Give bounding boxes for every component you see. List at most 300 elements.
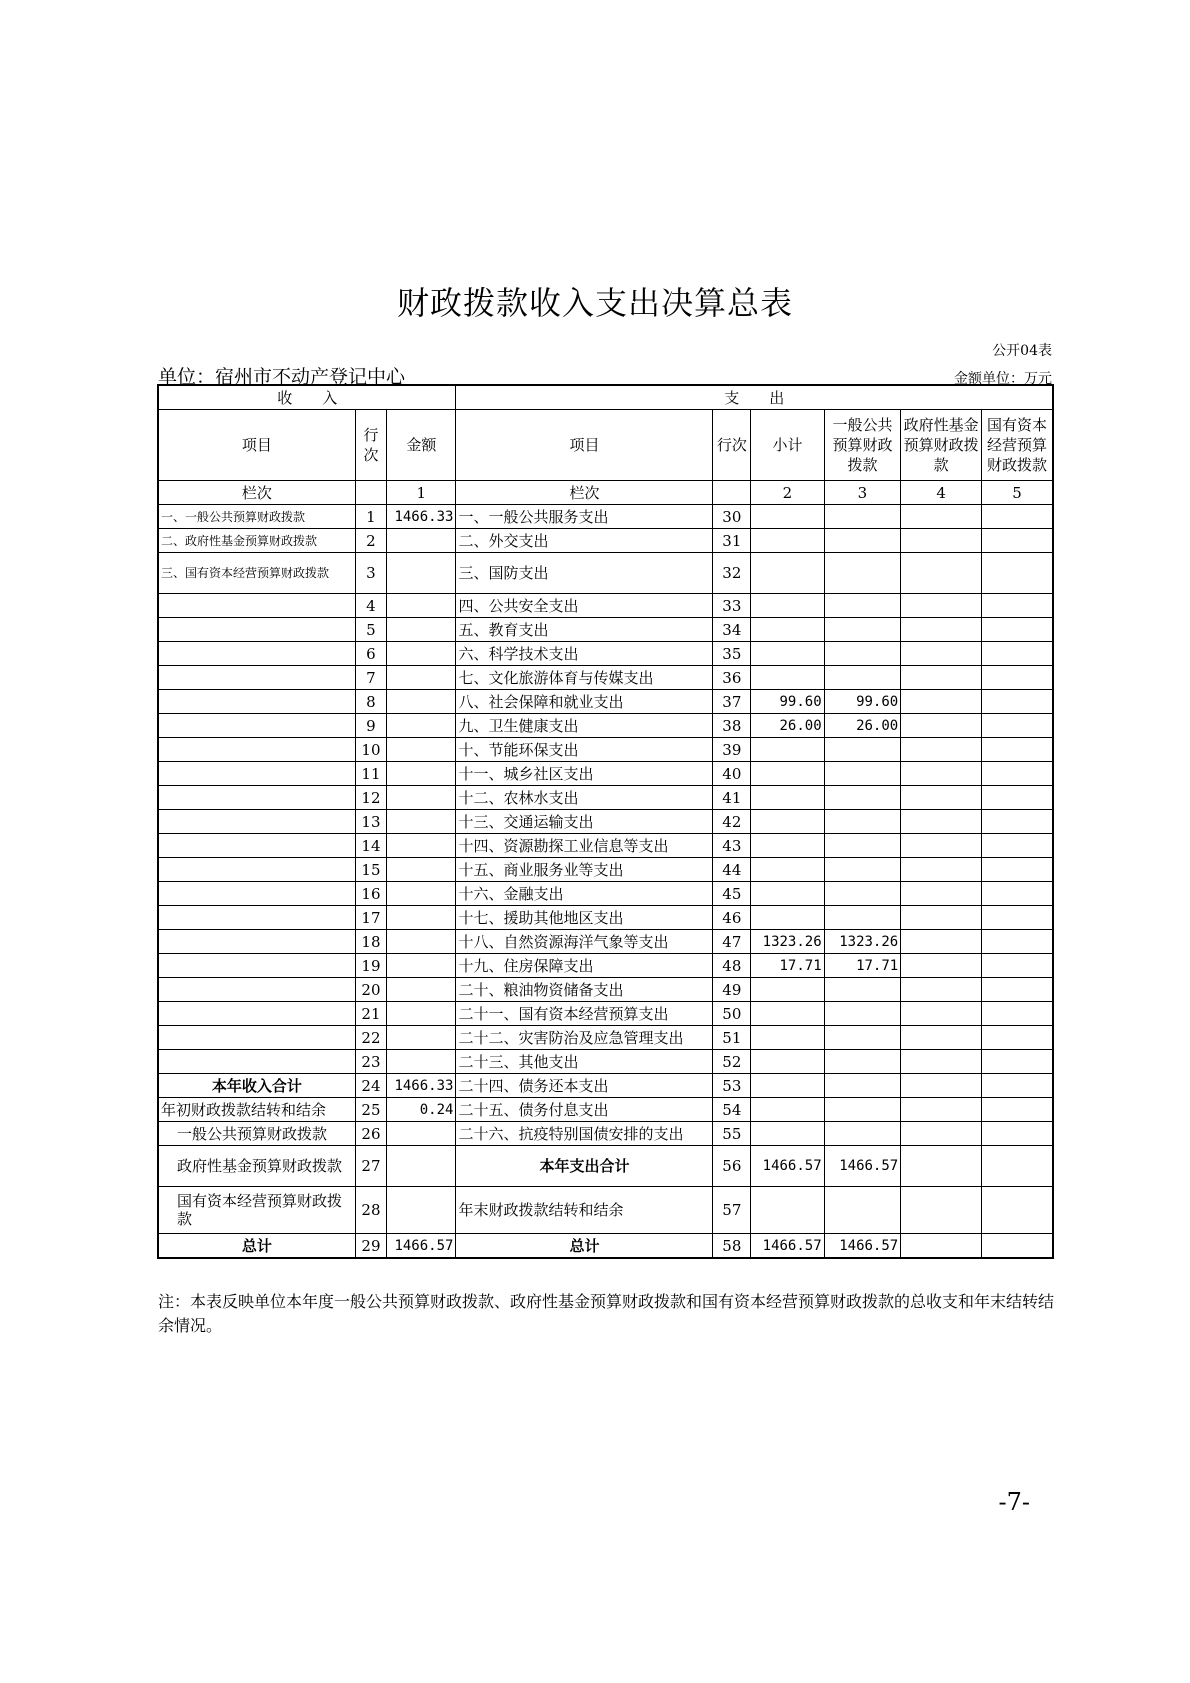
income-row-no: 22 [355,1026,386,1050]
income-item [158,786,355,810]
table-row [158,666,1053,690]
expense-subtotal: 17.71 [751,954,824,978]
expense-item: 十五、商业服务业等支出 [456,858,713,882]
table-row [158,786,1053,810]
expense-row-no: 45 [713,882,751,906]
expense-gov-fund [901,930,982,954]
expense-row-no: 52 [713,1050,751,1074]
expense-general [824,858,901,882]
expense-general [824,618,901,642]
col-header-row-no2: 行次 [713,410,751,481]
income-row-no: 11 [355,762,386,786]
income-row-no: 24 [355,1074,386,1098]
income-row-no: 27 [355,1146,386,1187]
income-amount [387,1050,456,1074]
expense-gov-fund [901,618,982,642]
table-row [158,594,1053,618]
income-amount: 1466.33 [387,505,456,529]
expense-general [824,642,901,666]
income-item [158,690,355,714]
col-header-subtotal: 小计 [751,410,824,481]
expense-general [824,1002,901,1026]
expense-gov-fund [901,738,982,762]
col-header-gov-fund: 政府性基金预算财政拨款 [901,410,982,481]
expense-subtotal [751,1122,824,1146]
income-amount [387,954,456,978]
expense-general [824,1098,901,1122]
income-row-no: 28 [355,1187,386,1234]
income-amount [387,762,456,786]
income-row-no: 13 [355,810,386,834]
income-item [158,594,355,618]
table-row [158,1098,1053,1122]
col-header-state-capital: 国有资本经营预算财政拨款 [982,410,1054,481]
expense-row-no: 31 [713,529,751,553]
expense-state-capital [982,1050,1054,1074]
expense-subtotal [751,1098,824,1122]
expense-gov-fund [901,834,982,858]
expense-gov-fund [901,553,982,594]
expense-row-no: 37 [713,690,751,714]
expense-state-capital [982,1074,1054,1098]
expense-item: 二十六、抗疫特别国债安排的支出 [456,1122,713,1146]
col-index-5: 5 [982,481,1054,505]
col-header-general: 一般公共预算财政拨款 [824,410,901,481]
income-item: 一般公共预算财政拨款 [158,1122,355,1146]
expense-gov-fund [901,762,982,786]
expense-item: 二十、粮油物资储备支出 [456,978,713,1002]
income-row-no: 14 [355,834,386,858]
expense-general [824,1074,901,1098]
income-amount [387,1122,456,1146]
expense-state-capital [982,858,1054,882]
income-row-no: 3 [355,553,386,594]
expense-item: 十六、金融支出 [456,882,713,906]
table-row [158,1002,1053,1026]
expense-state-capital [982,666,1054,690]
col-header-item: 项目 [158,410,355,481]
expense-state-capital [982,594,1054,618]
income-item: 总计 [158,1234,355,1259]
income-item [158,714,355,738]
income-row-no: 15 [355,858,386,882]
expense-row-no: 56 [713,1146,751,1187]
table-row [158,1146,1053,1187]
expense-gov-fund [901,690,982,714]
expense-gov-fund [901,858,982,882]
expense-row-no: 57 [713,1187,751,1234]
expense-row-no: 38 [713,714,751,738]
table-row [158,858,1053,882]
income-row-no: 1 [355,505,386,529]
expense-subtotal [751,738,824,762]
expense-general [824,906,901,930]
expense-item: 三、国防支出 [456,553,713,594]
expense-subtotal [751,1026,824,1050]
income-amount [387,906,456,930]
expense-row-no: 48 [713,954,751,978]
expense-general [824,594,901,618]
expense-gov-fund [901,1146,982,1187]
income-item [158,1002,355,1026]
income-row-no: 26 [355,1122,386,1146]
expense-state-capital [982,810,1054,834]
col-index-3: 3 [824,481,901,505]
income-row-no: 29 [355,1234,386,1259]
expense-row-no: 53 [713,1074,751,1098]
expense-subtotal [751,810,824,834]
expense-subtotal [751,762,824,786]
table-row [158,1050,1053,1074]
income-item [158,906,355,930]
income-row-no: 19 [355,954,386,978]
expense-item: 九、卫生健康支出 [456,714,713,738]
expense-gov-fund [901,810,982,834]
expense-state-capital [982,882,1054,906]
expense-subtotal: 99.60 [751,690,824,714]
income-row-no: 8 [355,690,386,714]
table-row [158,1187,1053,1234]
expense-subtotal [751,529,824,553]
income-header: 收 入 [158,385,456,410]
expense-item: 年末财政拨款结转和结余 [456,1187,713,1234]
expense-row-no: 44 [713,858,751,882]
income-amount [387,786,456,810]
expense-subtotal [751,553,824,594]
expense-gov-fund [901,714,982,738]
expense-subtotal [751,618,824,642]
expense-item: 七、文化旅游体育与传媒支出 [456,666,713,690]
expense-row-no: 34 [713,618,751,642]
expense-state-capital [982,1122,1054,1146]
income-amount [387,1187,456,1234]
expense-state-capital [982,1234,1054,1259]
income-amount [387,834,456,858]
income-item [158,666,355,690]
expense-general [824,1187,901,1234]
income-amount [387,690,456,714]
income-amount [387,810,456,834]
expense-gov-fund [901,786,982,810]
expense-gov-fund [901,666,982,690]
table-row [158,1122,1053,1146]
expense-header: 支 出 [456,385,1053,410]
expense-general [824,1026,901,1050]
expense-gov-fund [901,1122,982,1146]
income-item: 三、国有资本经营预算财政拨款 [158,553,355,594]
expense-state-capital [982,1026,1054,1050]
expense-subtotal [751,1002,824,1026]
expense-item: 四、公共安全支出 [456,594,713,618]
table-row [158,690,1053,714]
expense-row-no: 50 [713,1002,751,1026]
expense-row-no: 55 [713,1122,751,1146]
expense-general: 1466.57 [824,1146,901,1187]
expense-row-no: 54 [713,1098,751,1122]
expense-subtotal [751,834,824,858]
income-amount [387,529,456,553]
unit-label: 单位：宿州市不动产登记中心 [158,366,406,388]
expense-gov-fund [901,954,982,978]
table-row [158,553,1053,594]
income-item [158,882,355,906]
income-amount: 1466.57 [387,1234,456,1259]
income-row-no: 12 [355,786,386,810]
expense-subtotal [751,505,824,529]
income-row-no: 16 [355,882,386,906]
expense-subtotal: 1323.26 [751,930,824,954]
income-amount [387,1002,456,1026]
expense-row-no: 40 [713,762,751,786]
income-item [158,978,355,1002]
expense-gov-fund [901,642,982,666]
expense-item: 本年支出合计 [456,1146,713,1187]
expense-state-capital [982,930,1054,954]
income-amount [387,594,456,618]
expense-state-capital [982,1002,1054,1026]
income-row-no: 25 [355,1098,386,1122]
table-row [158,505,1053,529]
income-amount [387,1026,456,1050]
expense-item: 总计 [456,1234,713,1259]
income-item [158,954,355,978]
income-item [158,930,355,954]
income-amount [387,738,456,762]
table-row [158,1026,1053,1050]
expense-state-capital [982,618,1054,642]
expense-state-capital [982,642,1054,666]
table-row [158,930,1053,954]
col-header-row-no: 行次 [355,410,386,481]
expense-subtotal [751,642,824,666]
expense-gov-fund [901,1234,982,1259]
expense-state-capital [982,738,1054,762]
expense-item: 五、教育支出 [456,618,713,642]
expense-gov-fund [901,882,982,906]
income-row-no: 6 [355,642,386,666]
col-header-item2: 项目 [456,410,713,481]
expense-row-no: 47 [713,930,751,954]
expense-subtotal [751,978,824,1002]
income-amount [387,714,456,738]
expense-gov-fund [901,1074,982,1098]
expense-subtotal [751,882,824,906]
expense-row-no: 51 [713,1026,751,1050]
page-title: 财政拨款收入支出决算总表 [396,284,793,322]
expense-item: 八、社会保障和就业支出 [456,690,713,714]
income-amount [387,666,456,690]
expense-subtotal [751,906,824,930]
amount-unit-label: 金额单位：万元 [954,371,1052,387]
expense-item: 一、一般公共服务支出 [456,505,713,529]
income-item: 政府性基金预算财政拨款 [158,1146,355,1187]
col-index-4: 4 [901,481,982,505]
table-row [158,1074,1053,1098]
expense-general: 26.00 [824,714,901,738]
table-row [158,642,1053,666]
page-number: -7- [998,1488,1030,1516]
income-item [158,618,355,642]
expense-general [824,529,901,553]
expense-general [824,666,901,690]
expense-row-no: 33 [713,594,751,618]
expense-row-no: 30 [713,505,751,529]
income-item [158,810,355,834]
table-row [158,810,1053,834]
expense-subtotal [751,594,824,618]
income-item [158,1050,355,1074]
income-row-no: 21 [355,1002,386,1026]
expense-row-no: 43 [713,834,751,858]
expense-item: 六、科学技术支出 [456,642,713,666]
expense-item: 二、外交支出 [456,529,713,553]
expense-general [824,786,901,810]
expense-gov-fund [901,1098,982,1122]
income-item: 本年收入合计 [158,1074,355,1098]
income-amount: 1466.33 [387,1074,456,1098]
expense-state-capital [982,954,1054,978]
table-row [158,834,1053,858]
expense-row-no: 42 [713,810,751,834]
table-row [158,714,1053,738]
income-item [158,642,355,666]
expense-item: 十四、资源勘探工业信息等支出 [456,834,713,858]
expense-gov-fund [901,1002,982,1026]
expense-item: 二十三、其他支出 [456,1050,713,1074]
table-row [158,738,1053,762]
expense-subtotal [751,666,824,690]
income-row-no: 23 [355,1050,386,1074]
income-row-no: 2 [355,529,386,553]
income-row-no: 20 [355,978,386,1002]
expense-item: 十七、援助其他地区支出 [456,906,713,930]
income-row-no: 9 [355,714,386,738]
income-item [158,762,355,786]
expense-general: 17.71 [824,954,901,978]
expense-item: 十一、城乡社区支出 [456,762,713,786]
budget-table [157,384,1054,1259]
income-item [158,738,355,762]
expense-state-capital [982,714,1054,738]
table-row [158,906,1053,930]
expense-item: 二十四、债务还本支出 [456,1074,713,1098]
expense-state-capital [982,1146,1054,1187]
expense-gov-fund [901,1187,982,1234]
expense-state-capital [982,529,1054,553]
col-index-2: 2 [751,481,824,505]
expense-item: 二十五、债务付息支出 [456,1098,713,1122]
expense-subtotal: 1466.57 [751,1146,824,1187]
expense-gov-fund [901,594,982,618]
income-amount [387,642,456,666]
expense-general [824,1122,901,1146]
income-item [158,858,355,882]
table-row [158,1234,1053,1259]
expense-state-capital [982,1098,1054,1122]
income-item: 二、政府性基金预算财政拨款 [158,529,355,553]
expense-subtotal [751,786,824,810]
expense-item: 二十一、国有资本经营预算支出 [456,1002,713,1026]
expense-state-capital [982,505,1054,529]
expense-row-no: 46 [713,906,751,930]
income-row-no: 17 [355,906,386,930]
income-amount [387,858,456,882]
expense-row-no: 35 [713,642,751,666]
expense-general [824,978,901,1002]
income-item: 一、一般公共预算财政拨款 [158,505,355,529]
income-amount [387,978,456,1002]
expense-item: 十、节能环保支出 [456,738,713,762]
income-item: 国有资本经营预算财政拨款 [158,1187,355,1234]
expense-gov-fund [901,1050,982,1074]
footnote: 注：本表反映单位本年度一般公共预算财政拨款、政府性基金预算财政拨款和国有资本经营预算财政拨款的总收支和年末结转结余情况。 [158,1292,1055,1335]
expense-row-no: 41 [713,786,751,810]
expense-gov-fund [901,529,982,553]
income-amount [387,553,456,594]
expense-row-no: 49 [713,978,751,1002]
income-row-no: 10 [355,738,386,762]
income-amount [387,930,456,954]
expense-general [824,810,901,834]
expense-general [824,553,901,594]
table-row [158,762,1053,786]
expense-general: 1466.57 [824,1234,901,1259]
income-item [158,834,355,858]
expense-general [824,834,901,858]
table-row [158,618,1053,642]
table-row [158,882,1053,906]
col-index-1: 1 [387,481,456,505]
expense-state-capital [982,978,1054,1002]
expense-general [824,738,901,762]
expense-gov-fund [901,505,982,529]
expense-row-no: 58 [713,1234,751,1259]
income-item [158,1026,355,1050]
expense-subtotal [751,1187,824,1234]
expense-general: 99.60 [824,690,901,714]
expense-item: 二十二、灾害防治及应急管理支出 [456,1026,713,1050]
table-row [158,529,1053,553]
expense-item: 十九、住房保障支出 [456,954,713,978]
expense-subtotal: 1466.57 [751,1234,824,1259]
col-header-amount: 金额 [387,410,456,481]
income-amount [387,618,456,642]
expense-general [824,505,901,529]
expense-general [824,762,901,786]
income-item: 年初财政拨款结转和结余 [158,1098,355,1122]
income-amount [387,1146,456,1187]
expense-general: 1323.26 [824,930,901,954]
expense-item: 十二、农林水支出 [456,786,713,810]
expense-gov-fund [901,1026,982,1050]
income-row-no: 4 [355,594,386,618]
expense-gov-fund [901,978,982,1002]
expense-state-capital [982,762,1054,786]
table-row [158,954,1053,978]
expense-item: 十三、交通运输支出 [456,810,713,834]
expense-subtotal: 26.00 [751,714,824,738]
expense-row-no: 32 [713,553,751,594]
col-label2: 栏次 [456,481,713,505]
expense-state-capital [982,553,1054,594]
expense-state-capital [982,906,1054,930]
expense-general [824,882,901,906]
expense-state-capital [982,690,1054,714]
form-number: 公开04表 [992,343,1052,359]
expense-state-capital [982,834,1054,858]
income-row-no: 7 [355,666,386,690]
expense-subtotal [751,858,824,882]
